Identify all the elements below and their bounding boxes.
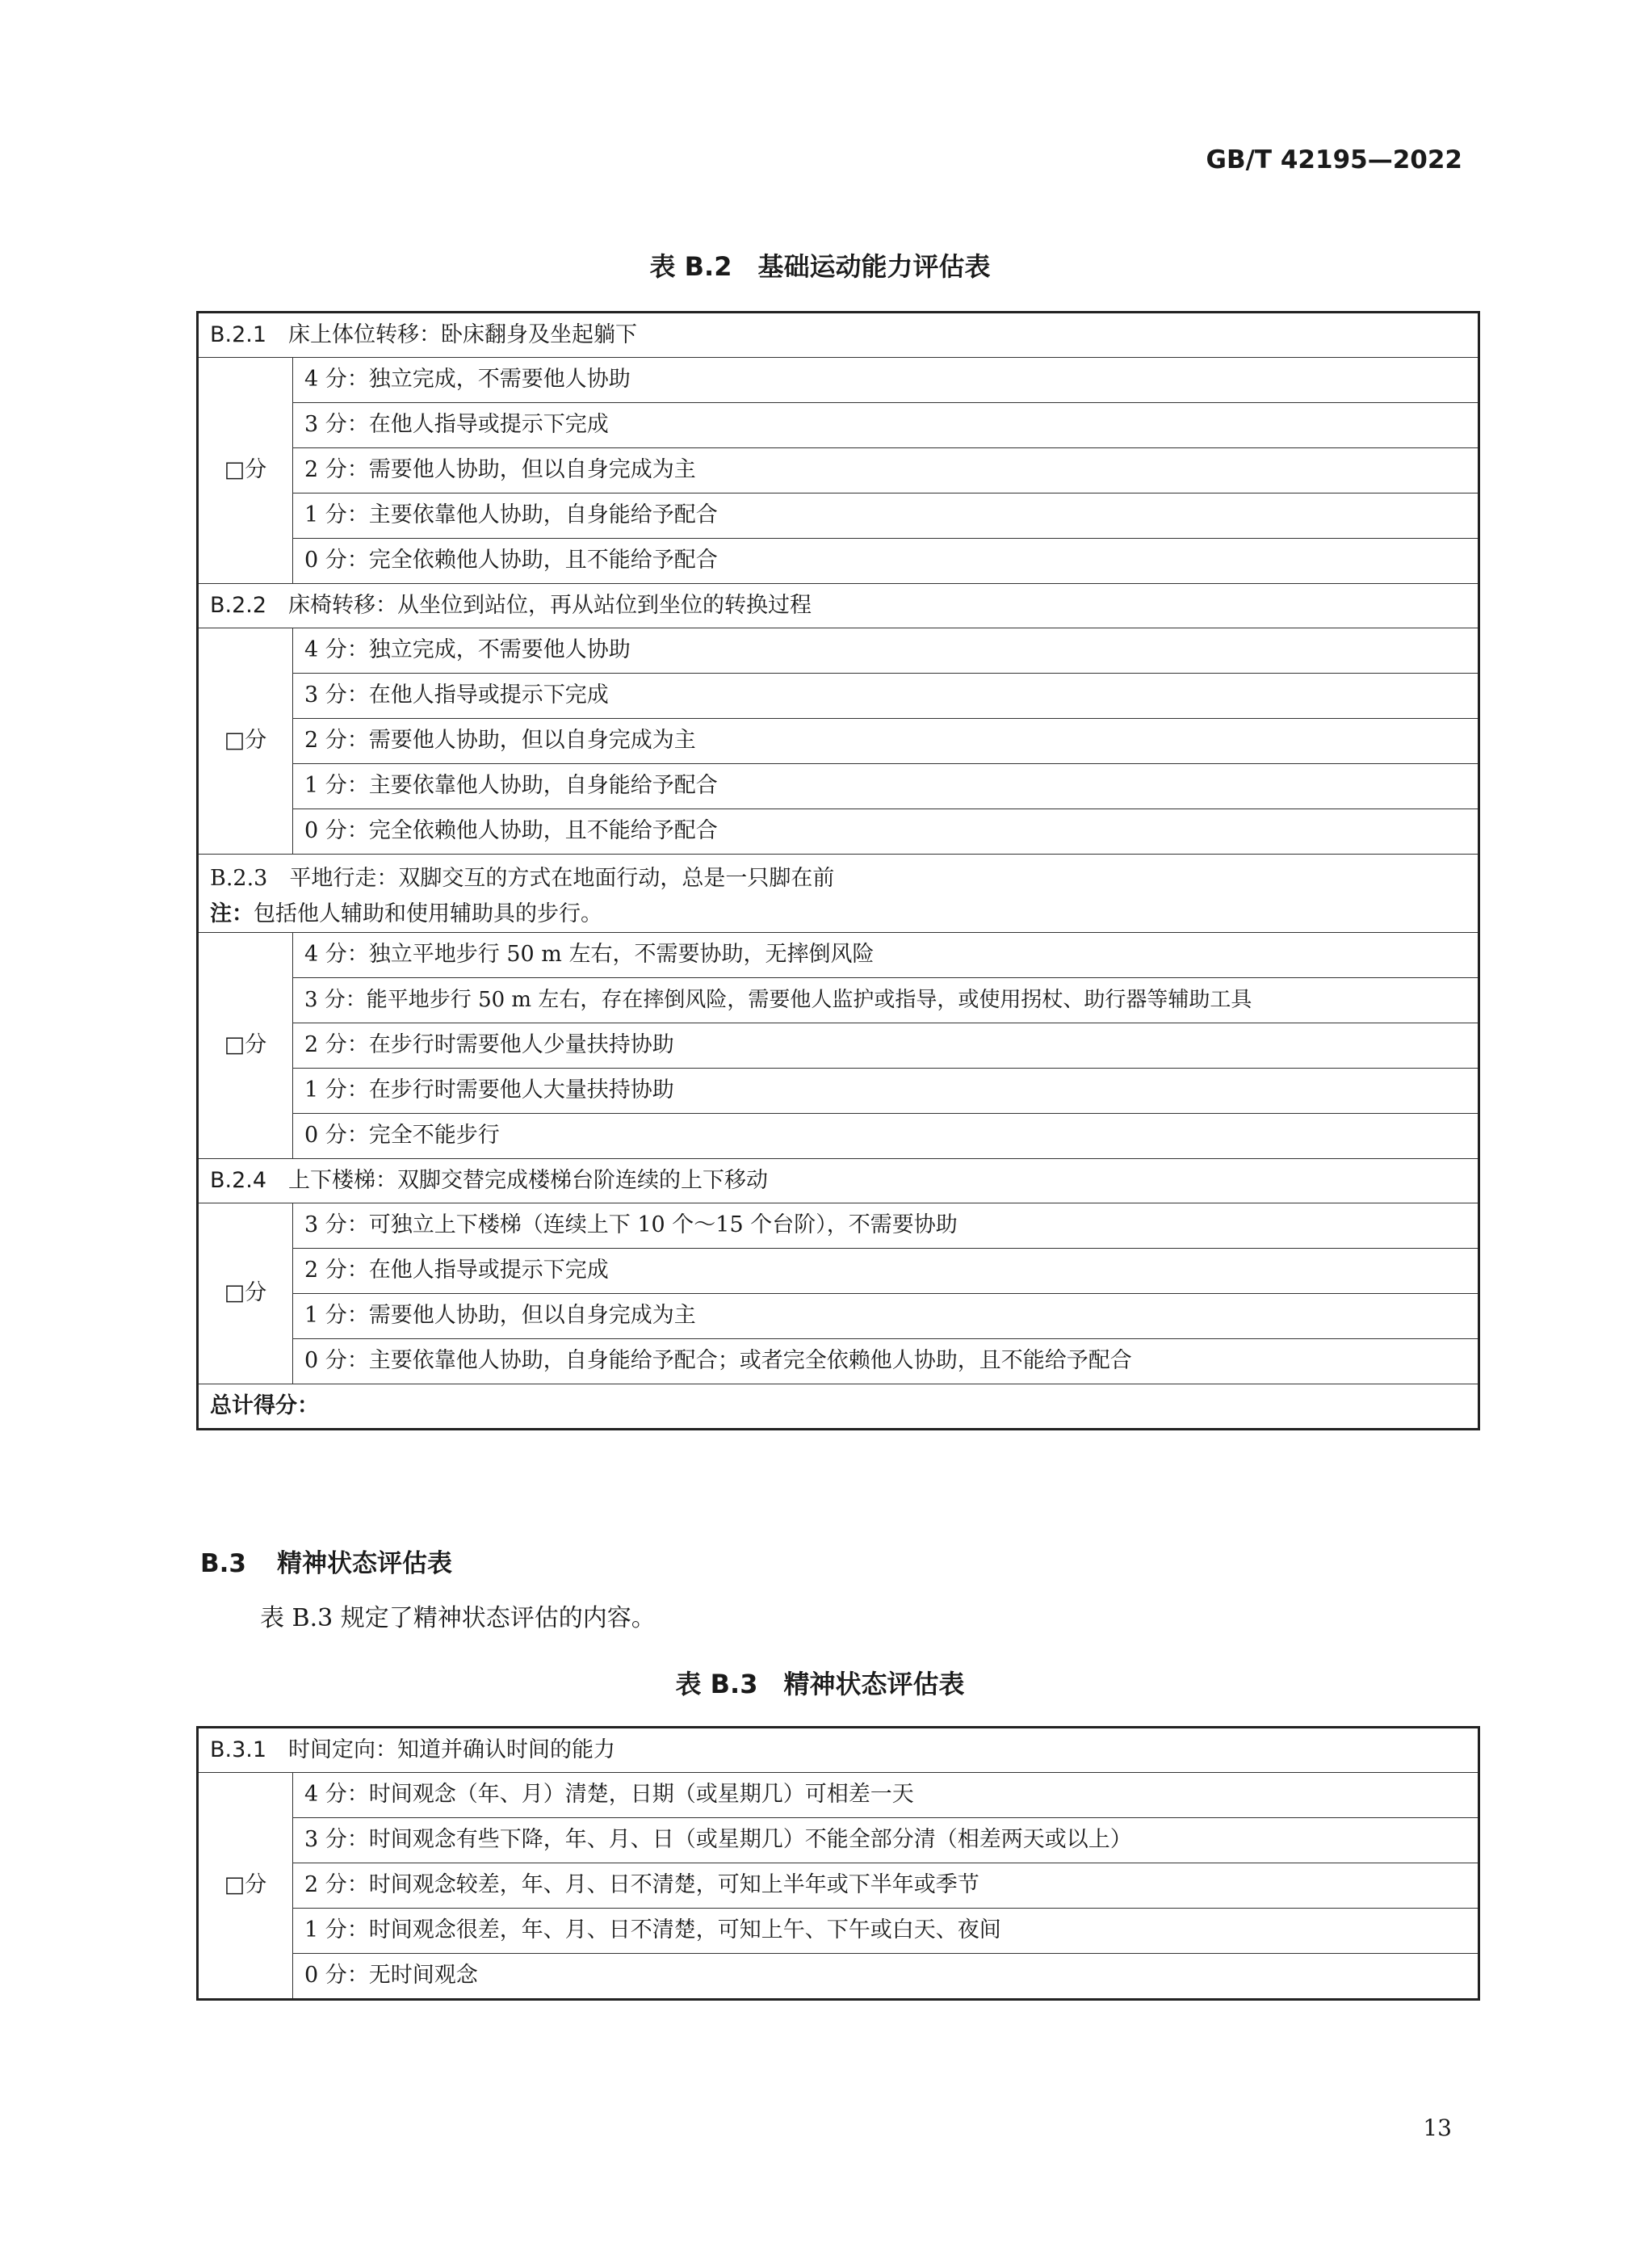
option-text: 1 分：主要依靠他人协助，自身能给予配合 xyxy=(293,764,1479,809)
standard-code: GB/T 42195—2022 xyxy=(1206,145,1462,174)
option-text: 0 分：无时间观念 xyxy=(293,1954,1479,2000)
table-row xyxy=(198,719,1479,764)
option-text: 1 分：在步行时需要他人大量扶持协助 xyxy=(293,1069,1479,1114)
score-box: □分 xyxy=(198,1773,293,2000)
table-row xyxy=(198,1159,1479,1203)
table-b2 xyxy=(196,311,1480,1430)
table-row xyxy=(198,1114,1479,1159)
option-text: 4 分：独立完成，不需要他人协助 xyxy=(293,628,1479,674)
option-text: 2 分：在他人指导或提示下完成 xyxy=(293,1249,1479,1294)
table-row xyxy=(198,628,1479,674)
section-heading xyxy=(200,1543,452,1579)
option-text: 1 分：主要依靠他人协助，自身能给予配合 xyxy=(293,494,1479,539)
score-box: □分 xyxy=(198,628,293,855)
table-row xyxy=(198,897,1479,933)
table-row xyxy=(198,1773,1479,1818)
table-row xyxy=(198,313,1479,358)
table-row xyxy=(198,403,1479,448)
option-text: 1 分：时间观念很差，年、月、日不清楚，可知上午、下午或白天、夜间 xyxy=(293,1909,1479,1954)
page-number: 13 xyxy=(1423,2115,1452,2141)
table-row xyxy=(198,494,1479,539)
option-text: 0 分：完全依赖他人协助，且不能给予配合 xyxy=(293,539,1479,584)
total-score-label: 总计得分： xyxy=(198,1384,1479,1430)
option-text: 0 分：主要依靠他人协助，自身能给予配合；或者完全依赖他人协助，且不能给予配合 xyxy=(293,1339,1479,1384)
table-row xyxy=(198,539,1479,584)
table-row xyxy=(198,1249,1479,1294)
table-row xyxy=(198,1069,1479,1114)
table-row xyxy=(198,1818,1479,1863)
option-text: 4 分：独立完成，不需要他人协助 xyxy=(293,358,1479,403)
table-row xyxy=(198,1203,1479,1249)
option-text: 2 分：在步行时需要他人少量扶持协助 xyxy=(293,1023,1479,1069)
option-text: 3 分：能平地步行 50 m 左右，存在摔倒风险，需要他人监护或指导，或使用拐杖、助行器等辅助工具 xyxy=(293,978,1479,1023)
table-row xyxy=(198,1909,1479,1954)
table-row xyxy=(198,1384,1479,1430)
option-text: 0 分：完全依赖他人协助，且不能给予配合 xyxy=(293,809,1479,855)
option-text: 4 分：独立平地步行 50 m 左右，不需要协助，无摔倒风险 xyxy=(293,933,1479,978)
option-text: 3 分：在他人指导或提示下完成 xyxy=(293,403,1479,448)
table-row xyxy=(198,1023,1479,1069)
table-row xyxy=(198,1294,1479,1339)
item-heading: B.3.1 时间定向：知道并确认时间的能力 xyxy=(198,1728,1479,1773)
option-text: 3 分：可独立上下楼梯（连续上下 10 个～15 个台阶），不需要协助 xyxy=(293,1203,1479,1249)
table-row xyxy=(198,978,1479,1023)
table-row xyxy=(198,1728,1479,1773)
item-heading: B.2.1 床上体位转移：卧床翻身及坐起躺下 xyxy=(198,313,1479,358)
option-text: 0 分：完全不能步行 xyxy=(293,1114,1479,1159)
table-row xyxy=(198,764,1479,809)
option-text: 2 分：时间观念较差，年、月、日不清楚，可知上半年或下半年或季节 xyxy=(293,1863,1479,1909)
table-row xyxy=(198,358,1479,403)
item-heading: B.2.4 上下楼梯：双脚交替完成楼梯台阶连续的上下移动 xyxy=(198,1159,1479,1203)
section-number: B.3 xyxy=(200,1549,246,1578)
note-text: 包括他人辅助和使用辅助具的步行。 xyxy=(254,901,602,926)
option-text: 2 分：需要他人协助，但以自身完成为主 xyxy=(293,448,1479,494)
option-text: 4 分：时间观念（年、月）清楚，日期（或星期几）可相差一天 xyxy=(293,1773,1479,1818)
option-text: 3 分：时间观念有些下降，年、月、日（或星期几）不能全部分清（相差两天或以上） xyxy=(293,1818,1479,1863)
item-heading: B.2.3 平地行走：双脚交互的方式在地面行动，总是一只脚在前 xyxy=(198,855,1479,897)
option-text: 3 分：在他人指导或提示下完成 xyxy=(293,674,1479,719)
note-label: 注： xyxy=(210,901,254,926)
table-b3-title: 表 B.3 精神状态评估表 xyxy=(675,1669,965,1699)
score-box: □分 xyxy=(198,933,293,1159)
section-title: 精神状态评估表 xyxy=(276,1549,452,1578)
table-b3 xyxy=(196,1726,1480,2001)
table-row xyxy=(198,1339,1479,1384)
item-note xyxy=(198,897,1479,933)
option-text: 2 分：需要他人协助，但以自身完成为主 xyxy=(293,719,1479,764)
score-box: □分 xyxy=(198,1203,293,1384)
body-paragraph: 表 B.3 规定了精神状态评估的内容。 xyxy=(260,1604,656,1632)
table-row xyxy=(198,1954,1479,2000)
option-text: 1 分：需要他人协助，但以自身完成为主 xyxy=(293,1294,1479,1339)
table-row xyxy=(198,933,1479,978)
table-row xyxy=(198,1863,1479,1909)
item-heading: B.2.2 床椅转移：从坐位到站位，再从站位到坐位的转换过程 xyxy=(198,584,1479,628)
table-row xyxy=(198,674,1479,719)
score-box: □分 xyxy=(198,358,293,584)
table-b2-title: 表 B.2 基础运动能力评估表 xyxy=(649,251,991,282)
table-row xyxy=(198,809,1479,855)
table-row xyxy=(198,448,1479,494)
table-row xyxy=(198,855,1479,897)
table-row xyxy=(198,584,1479,628)
